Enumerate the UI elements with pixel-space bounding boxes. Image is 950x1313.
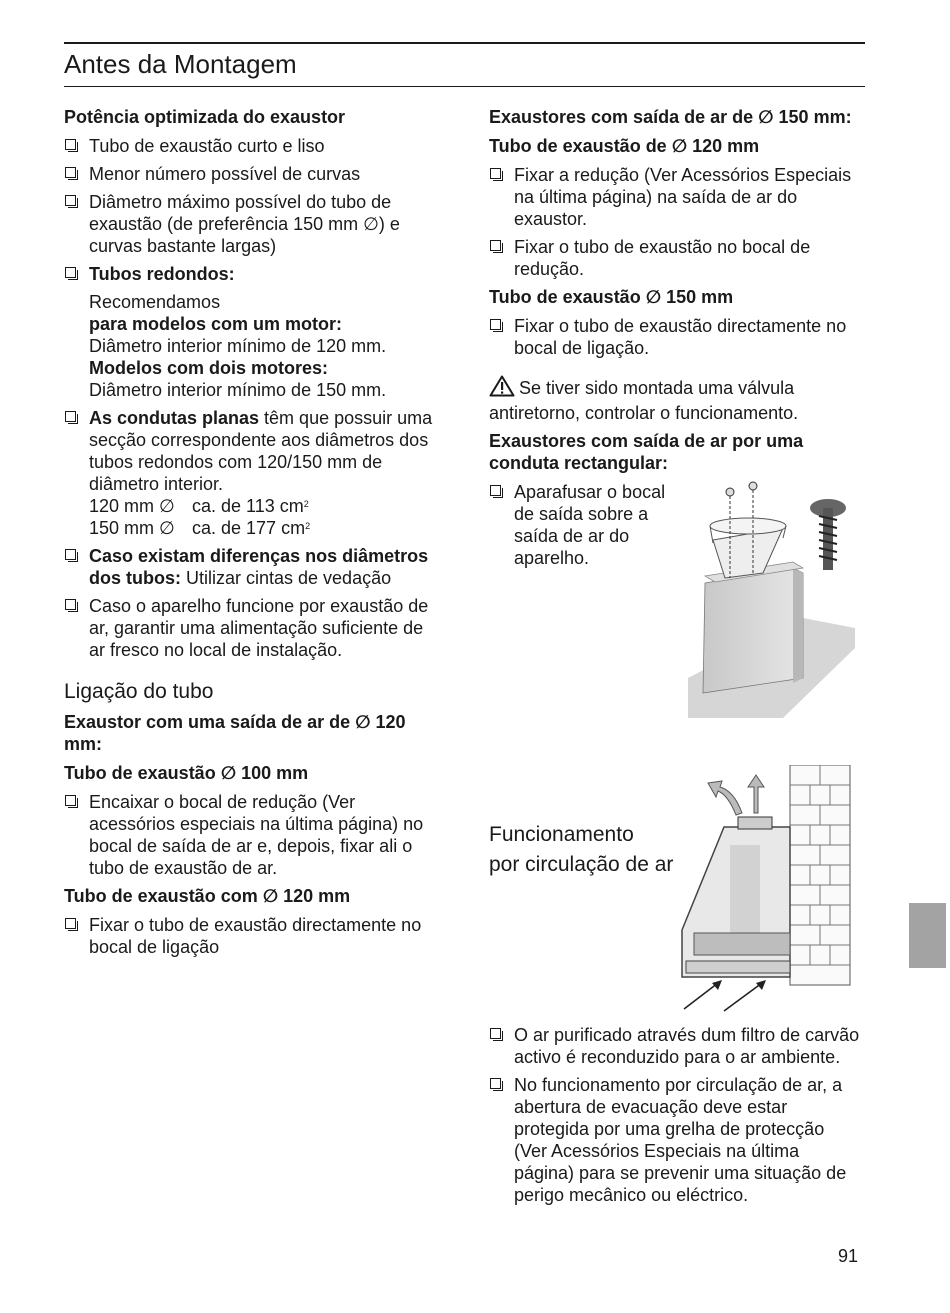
list-item: Menor número possível de curvas bbox=[64, 163, 444, 185]
checkbox-icon bbox=[65, 795, 76, 806]
list-item: Encaixar o bocal de redução (Ver acessórios especiais na última página) no bocal de saída de ar e, depois, fixar ali o tubo de exaustão de ar. bbox=[64, 791, 444, 879]
rectangular-duct-illustration bbox=[683, 478, 863, 718]
list-item: Fixar a redução (Ver Acessórios Especiais na última página) na saída de ar do exaustor. bbox=[489, 164, 861, 230]
list-item: Fixar o tubo de exaustão directamente no bocal de ligação bbox=[64, 914, 444, 958]
page-number: 91 bbox=[838, 1246, 859, 1266]
header-rule-bottom bbox=[64, 86, 865, 87]
checkbox-icon bbox=[490, 485, 501, 496]
warning-note: Se tiver sido montada uma válvula antiretorno, controlar o funcionamento. bbox=[489, 375, 861, 424]
list-item: Fixar o tubo de exaustão directamente no bocal de ligação. bbox=[489, 315, 861, 359]
checkbox-icon bbox=[65, 167, 76, 178]
warning-icon bbox=[489, 375, 515, 402]
checkbox-icon bbox=[490, 240, 501, 251]
list-item: O ar purificado através dum filtro de carvão activo é reconduzido para o ar ambiente. bbox=[489, 1024, 861, 1068]
list-item: Tubo de exaustão curto e liso bbox=[64, 135, 444, 157]
checkbox-icon bbox=[65, 918, 76, 929]
ligacao-heading: Ligação do tubo bbox=[64, 680, 214, 703]
checkbox-icon bbox=[65, 599, 76, 610]
list-item: No funcionamento por circulação de ar, a abertura de evacuação deve estar protegida por uma grelha de protecção (Ver Acessórios Especiais na última página) para se prevenir uma situação de perigo mecânico ou eléctrico. bbox=[489, 1074, 861, 1206]
left-column bbox=[64, 106, 444, 964]
right-column-bottom bbox=[489, 1024, 861, 1212]
list-item: As condutas planas têm que possuir uma secção correspondente aos diâmetros dos tubos redondos com 120/150 mm de diâmetro interior. 120 mm ∅ ca. de 113 $cm^2$ 150 mm ∅ ca. de 177 $cm^2$ bbox=[64, 407, 444, 539]
list-item: Tubos redondos: bbox=[64, 263, 444, 285]
checkbox-icon bbox=[490, 319, 501, 330]
checkbox-icon bbox=[490, 1078, 501, 1089]
exaustor120-heading: Exaustor com uma saída de ar de ∅ 120 mm: bbox=[64, 712, 406, 754]
list-item: Diâmetro máximo possível do tubo de exaustão (de preferência 150 mm ∅) e curvas bastante largas) bbox=[64, 191, 444, 257]
list-item: Aparafusar o bocal de saída sobre a saída de ar do aparelho. bbox=[489, 481, 684, 569]
potencia-heading: Potência optimizada do exaustor bbox=[64, 107, 346, 127]
checkbox-icon bbox=[490, 168, 501, 179]
area-row: 120 mm ∅ ca. de 113 $cm^2$ bbox=[89, 496, 309, 516]
checkbox-icon bbox=[65, 411, 76, 422]
section-tab-marker bbox=[909, 903, 946, 968]
rect-heading: Exaustores com saída de ar por uma conduta rectangular: bbox=[489, 431, 804, 473]
ex150-heading: Exaustores com saída de ar de ∅ 150 mm: bbox=[489, 107, 852, 127]
recirculation-illustration bbox=[672, 765, 852, 1015]
checkbox-icon bbox=[65, 267, 76, 278]
checkbox-icon bbox=[490, 1028, 501, 1039]
area-row: 150 mm ∅ ca. de 177 $cm^2$ bbox=[89, 518, 311, 538]
list-item: Caso o aparelho funcione por exaustão de ar, garantir uma alimentação suficiente de ar fresco no local de instalação. bbox=[64, 595, 444, 661]
tubo100-heading: Tubo de exaustão ∅ 100 mm bbox=[64, 763, 309, 783]
page-title: Antes da Montagem bbox=[64, 49, 297, 79]
checkbox-icon bbox=[65, 139, 76, 150]
list-item: Fixar o tubo de exaustão no bocal de redução. bbox=[489, 236, 861, 280]
checkbox-icon bbox=[65, 195, 76, 206]
t150-heading: Tubo de exaustão ∅ 150 mm bbox=[489, 287, 734, 307]
header-rule-top bbox=[64, 42, 865, 44]
checkbox-icon bbox=[65, 549, 76, 560]
tubos-detail: Recomendamos para modelos com um motor: Diâmetro interior mínimo de 120 mm. Modelos com dois motores: Diâmetro interior mínimo de 150 mm. bbox=[89, 292, 387, 400]
list-item: Caso existam diferenças nos diâmetros dos tubos: Utilizar cintas de vedação bbox=[64, 545, 444, 589]
circulation-heading: Funcionamento por circulação de ar bbox=[489, 823, 674, 876]
tubo120-heading: Tubo de exaustão com ∅ 120 mm bbox=[64, 886, 351, 906]
t120-heading: Tubo de exaustão de ∅ 120 mm bbox=[489, 136, 760, 156]
